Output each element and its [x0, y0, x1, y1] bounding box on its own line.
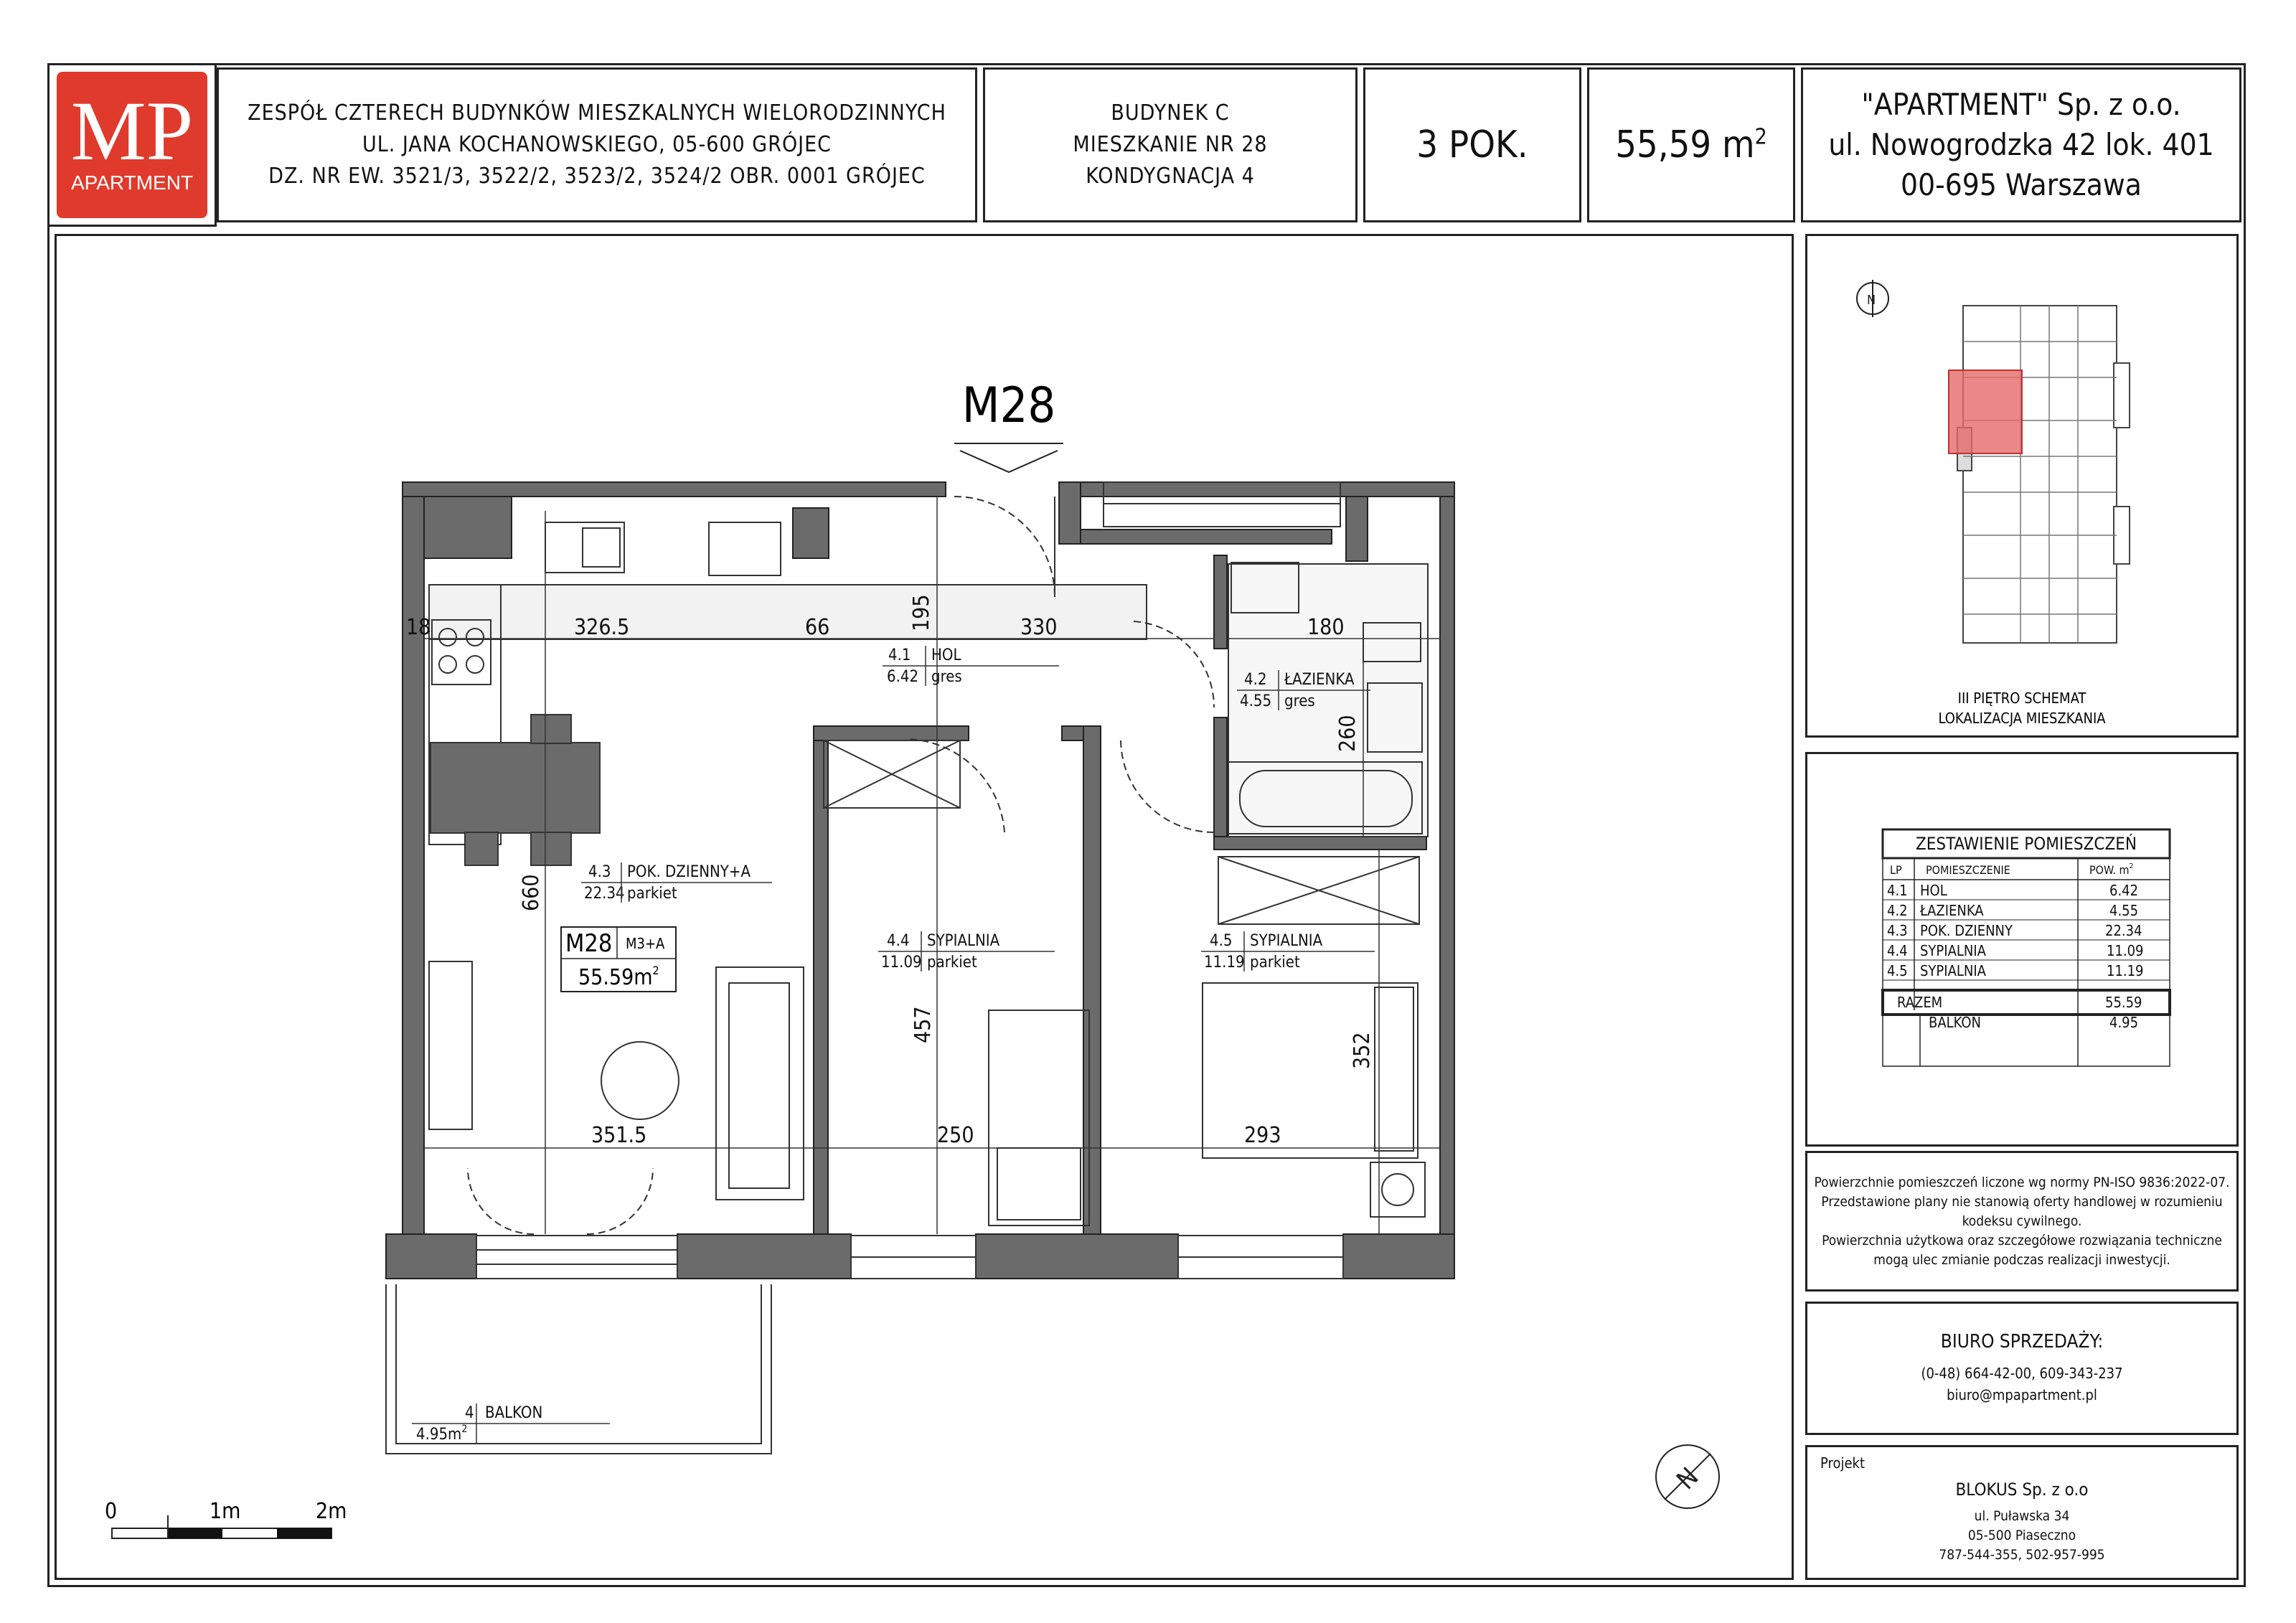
dim-label: 457	[911, 1006, 936, 1043]
dim-label: 660	[519, 874, 544, 911]
table-cell: 6.42	[2109, 882, 2139, 899]
table-cell: 11.09	[2107, 942, 2144, 959]
dim-label: 326.5	[574, 615, 630, 640]
apartment-area: 55,59 $m^2$	[1615, 123, 1767, 166]
note-line: Powierzchnia użytkowa oraz szczegółowe rozwiązania techniczne	[1822, 1232, 2222, 1248]
svg-text:4.1: 4.1	[888, 646, 911, 664]
dim-label: 260	[1335, 715, 1360, 752]
logo-sub-text: APARTMENT	[70, 171, 194, 194]
schema-north-icon	[1857, 280, 1888, 317]
svg-text:POK. DZIENNY+A: POK. DZIENNY+A	[627, 863, 751, 881]
floor-schema	[1805, 234, 2239, 738]
room-label-pokoj-dzienny	[581, 862, 772, 903]
svg-text:4.55: 4.55	[1240, 692, 1272, 710]
dim-label: 66	[805, 615, 830, 640]
svg-text:parkiet: parkiet	[1250, 954, 1300, 972]
table-total-label: RAZEM	[1897, 994, 1943, 1011]
svg-text:4.3: 4.3	[588, 863, 611, 881]
svg-text:4.4: 4.4	[887, 932, 910, 950]
room-label-sypialnia-2	[1201, 931, 1375, 972]
table-cell: SYPIALNIA	[1920, 942, 1986, 959]
svg-text:N: N	[1867, 293, 1876, 308]
dim-label: 180	[1307, 615, 1345, 640]
table-title: ZESTAWIENIE POMIESZCZEŃ	[1915, 834, 2137, 854]
svg-text:BALKON: BALKON	[485, 1404, 543, 1422]
designer-line: 05-500 Piaseczno	[1967, 1527, 2076, 1543]
table-total-value: 55.59	[2105, 994, 2142, 1011]
apartment-stamp	[561, 927, 676, 992]
table-cell: 4.55	[2109, 902, 2139, 919]
svg-text:4.5: 4.5	[1210, 932, 1233, 950]
table-cell: ŁAZIENKA	[1920, 902, 1984, 919]
developer-line: ul. Nowogrodzka 42 lok. 401	[1828, 127, 2214, 162]
designer-line: ul. Puławska 34	[1974, 1507, 2070, 1524]
svg-text:N: N	[1671, 1462, 1705, 1496]
designer-panel	[1805, 1445, 2239, 1580]
svg-text:parkiet: parkiet	[927, 954, 977, 972]
note-line: Przedstawione plany nie stanowią oferty handlowej w rozumieniu	[1821, 1193, 2223, 1210]
svg-text:11.09: 11.09	[881, 954, 922, 972]
living-furniture	[429, 961, 804, 1200]
developer-line: "APARTMENT" Sp. z o.o.	[1861, 87, 2181, 122]
table-cell: 4.2	[1887, 902, 1908, 919]
room-table	[1805, 752, 2239, 1147]
svg-text:22.34: 22.34	[584, 885, 625, 903]
logo-main-text: MP	[70, 84, 194, 178]
project-line: ZESPÓŁ CZTERECH BUDYNKÓW MIESZKALNYCH WIELORODZINNYCH	[248, 100, 946, 126]
schema-building	[1957, 306, 2130, 643]
dim-label: 352	[1350, 1032, 1375, 1069]
project-line: UL. JANA KOCHANOWSKIEGO, 05-600 GRÓJEC	[362, 132, 832, 157]
table-balcony-value: 4.95	[2109, 1014, 2139, 1031]
building-line: KONDYGNACJA 4	[1086, 164, 1255, 189]
sales-phones: (0-48) 664-42-00, 609-343-237	[1921, 1365, 2123, 1382]
table-cell: POK. DZIENNY	[1920, 922, 2013, 939]
sales-panel	[1805, 1302, 2239, 1435]
svg-text:4.95m2: $4.95m^2$	[416, 1424, 468, 1444]
svg-text:SYPIALNIA: SYPIALNIA	[1250, 932, 1323, 950]
svg-text:6.42: 6.42	[887, 668, 919, 686]
table-cell: 4.3	[1887, 922, 1908, 939]
dim-label: 250	[937, 1123, 974, 1148]
note-line: Powierzchnie pomieszczeń liczone wg normy PN-ISO 9836:2022-07.	[1814, 1174, 2230, 1190]
room-label-balkon	[412, 1403, 610, 1444]
table-cell: 22.34	[2105, 922, 2142, 939]
bedroom-1-furniture	[824, 740, 1089, 1226]
notes-panel	[1805, 1151, 2239, 1292]
north-arrow-icon	[1656, 1445, 1719, 1508]
developer-line: 00-695 Warszawa	[1901, 167, 2142, 202]
designer-line: 787-544-355, 502-957-995	[1939, 1546, 2105, 1563]
svg-text:M28: M28	[565, 929, 613, 958]
dim-label: 330	[1020, 615, 1058, 640]
entry-arrow-icon	[954, 443, 1063, 472]
svg-text:HOL: HOL	[931, 646, 961, 664]
table-cell: 4.4	[1887, 942, 1908, 959]
scale-label: 0	[105, 1499, 118, 1524]
unit-code: M28	[961, 377, 1056, 434]
dining-table	[430, 715, 600, 865]
designer-label: Projekt	[1820, 1454, 1866, 1472]
building-line: MIESZKANIE NR 28	[1073, 132, 1268, 157]
project-line: DZ. NR EW. 3521/3, 3522/2, 3523/2, 3524/2 OBR. 0001 GRÓJEC	[268, 164, 926, 189]
table-header: LP	[1890, 863, 1902, 877]
svg-text:11.19: 11.19	[1204, 954, 1245, 972]
svg-text:55.59m2: $55.59m^2$	[578, 964, 659, 990]
table-cell: 4.1	[1887, 882, 1908, 899]
table-header: POMIESZCZENIE	[1926, 863, 2010, 877]
apartment-location-highlight	[1949, 370, 2022, 453]
svg-text:SYPIALNIA: SYPIALNIA	[927, 932, 1000, 950]
svg-text:gres: gres	[931, 668, 962, 686]
table-cell: HOL	[1920, 882, 1947, 899]
dim-label: 351.5	[591, 1123, 647, 1148]
schema-caption: III PIĘTRO SCHEMAT	[1957, 690, 2086, 707]
scale-bar	[105, 1499, 347, 1538]
sales-title: BIURO SPRZEDAŻY:	[1940, 1331, 2104, 1352]
note-line: mogą ulec zmianie podczas realizacji inwestycji.	[1873, 1251, 2170, 1268]
designer-name: BLOKUS Sp. z o.o	[1955, 1479, 2089, 1500]
svg-text:gres: gres	[1284, 692, 1315, 710]
scale-label: 1m	[210, 1499, 241, 1524]
note-line: kodeksu cywilnego.	[1962, 1213, 2082, 1229]
svg-text:4: 4	[465, 1404, 474, 1422]
scale-label: 2m	[316, 1499, 347, 1524]
area-sup: 2	[1754, 124, 1767, 150]
table-cell: 11.19	[2107, 962, 2144, 979]
building-line: BUDYNEK C	[1111, 100, 1230, 126]
dim-label: 293	[1244, 1123, 1281, 1148]
svg-text:4.2: 4.2	[1244, 671, 1267, 689]
table-header: POW. $m^2$	[2089, 862, 2134, 877]
dim-label: 195	[909, 594, 934, 631]
room-label-hol	[883, 646, 1059, 686]
sales-email: biuro@mpapartment.pl	[1947, 1386, 2097, 1403]
svg-text:M3+A: M3+A	[626, 935, 665, 952]
table-cell: SYPIALNIA	[1920, 962, 1986, 979]
svg-text:parkiet: parkiet	[627, 885, 677, 903]
room-label-sypialnia-1	[878, 931, 1055, 972]
table-cell: 4.5	[1887, 962, 1908, 979]
schema-caption: LOKALIZACJA MIESZKANIA	[1938, 710, 2106, 727]
table-balcony-label: BALKON	[1929, 1014, 1981, 1031]
rooms-count: 3 POK.	[1416, 123, 1528, 166]
dim-label: 18	[406, 615, 431, 640]
svg-text:ŁAZIENKA: ŁAZIENKA	[1284, 671, 1355, 689]
bedroom-2-furniture	[1203, 857, 1425, 1217]
